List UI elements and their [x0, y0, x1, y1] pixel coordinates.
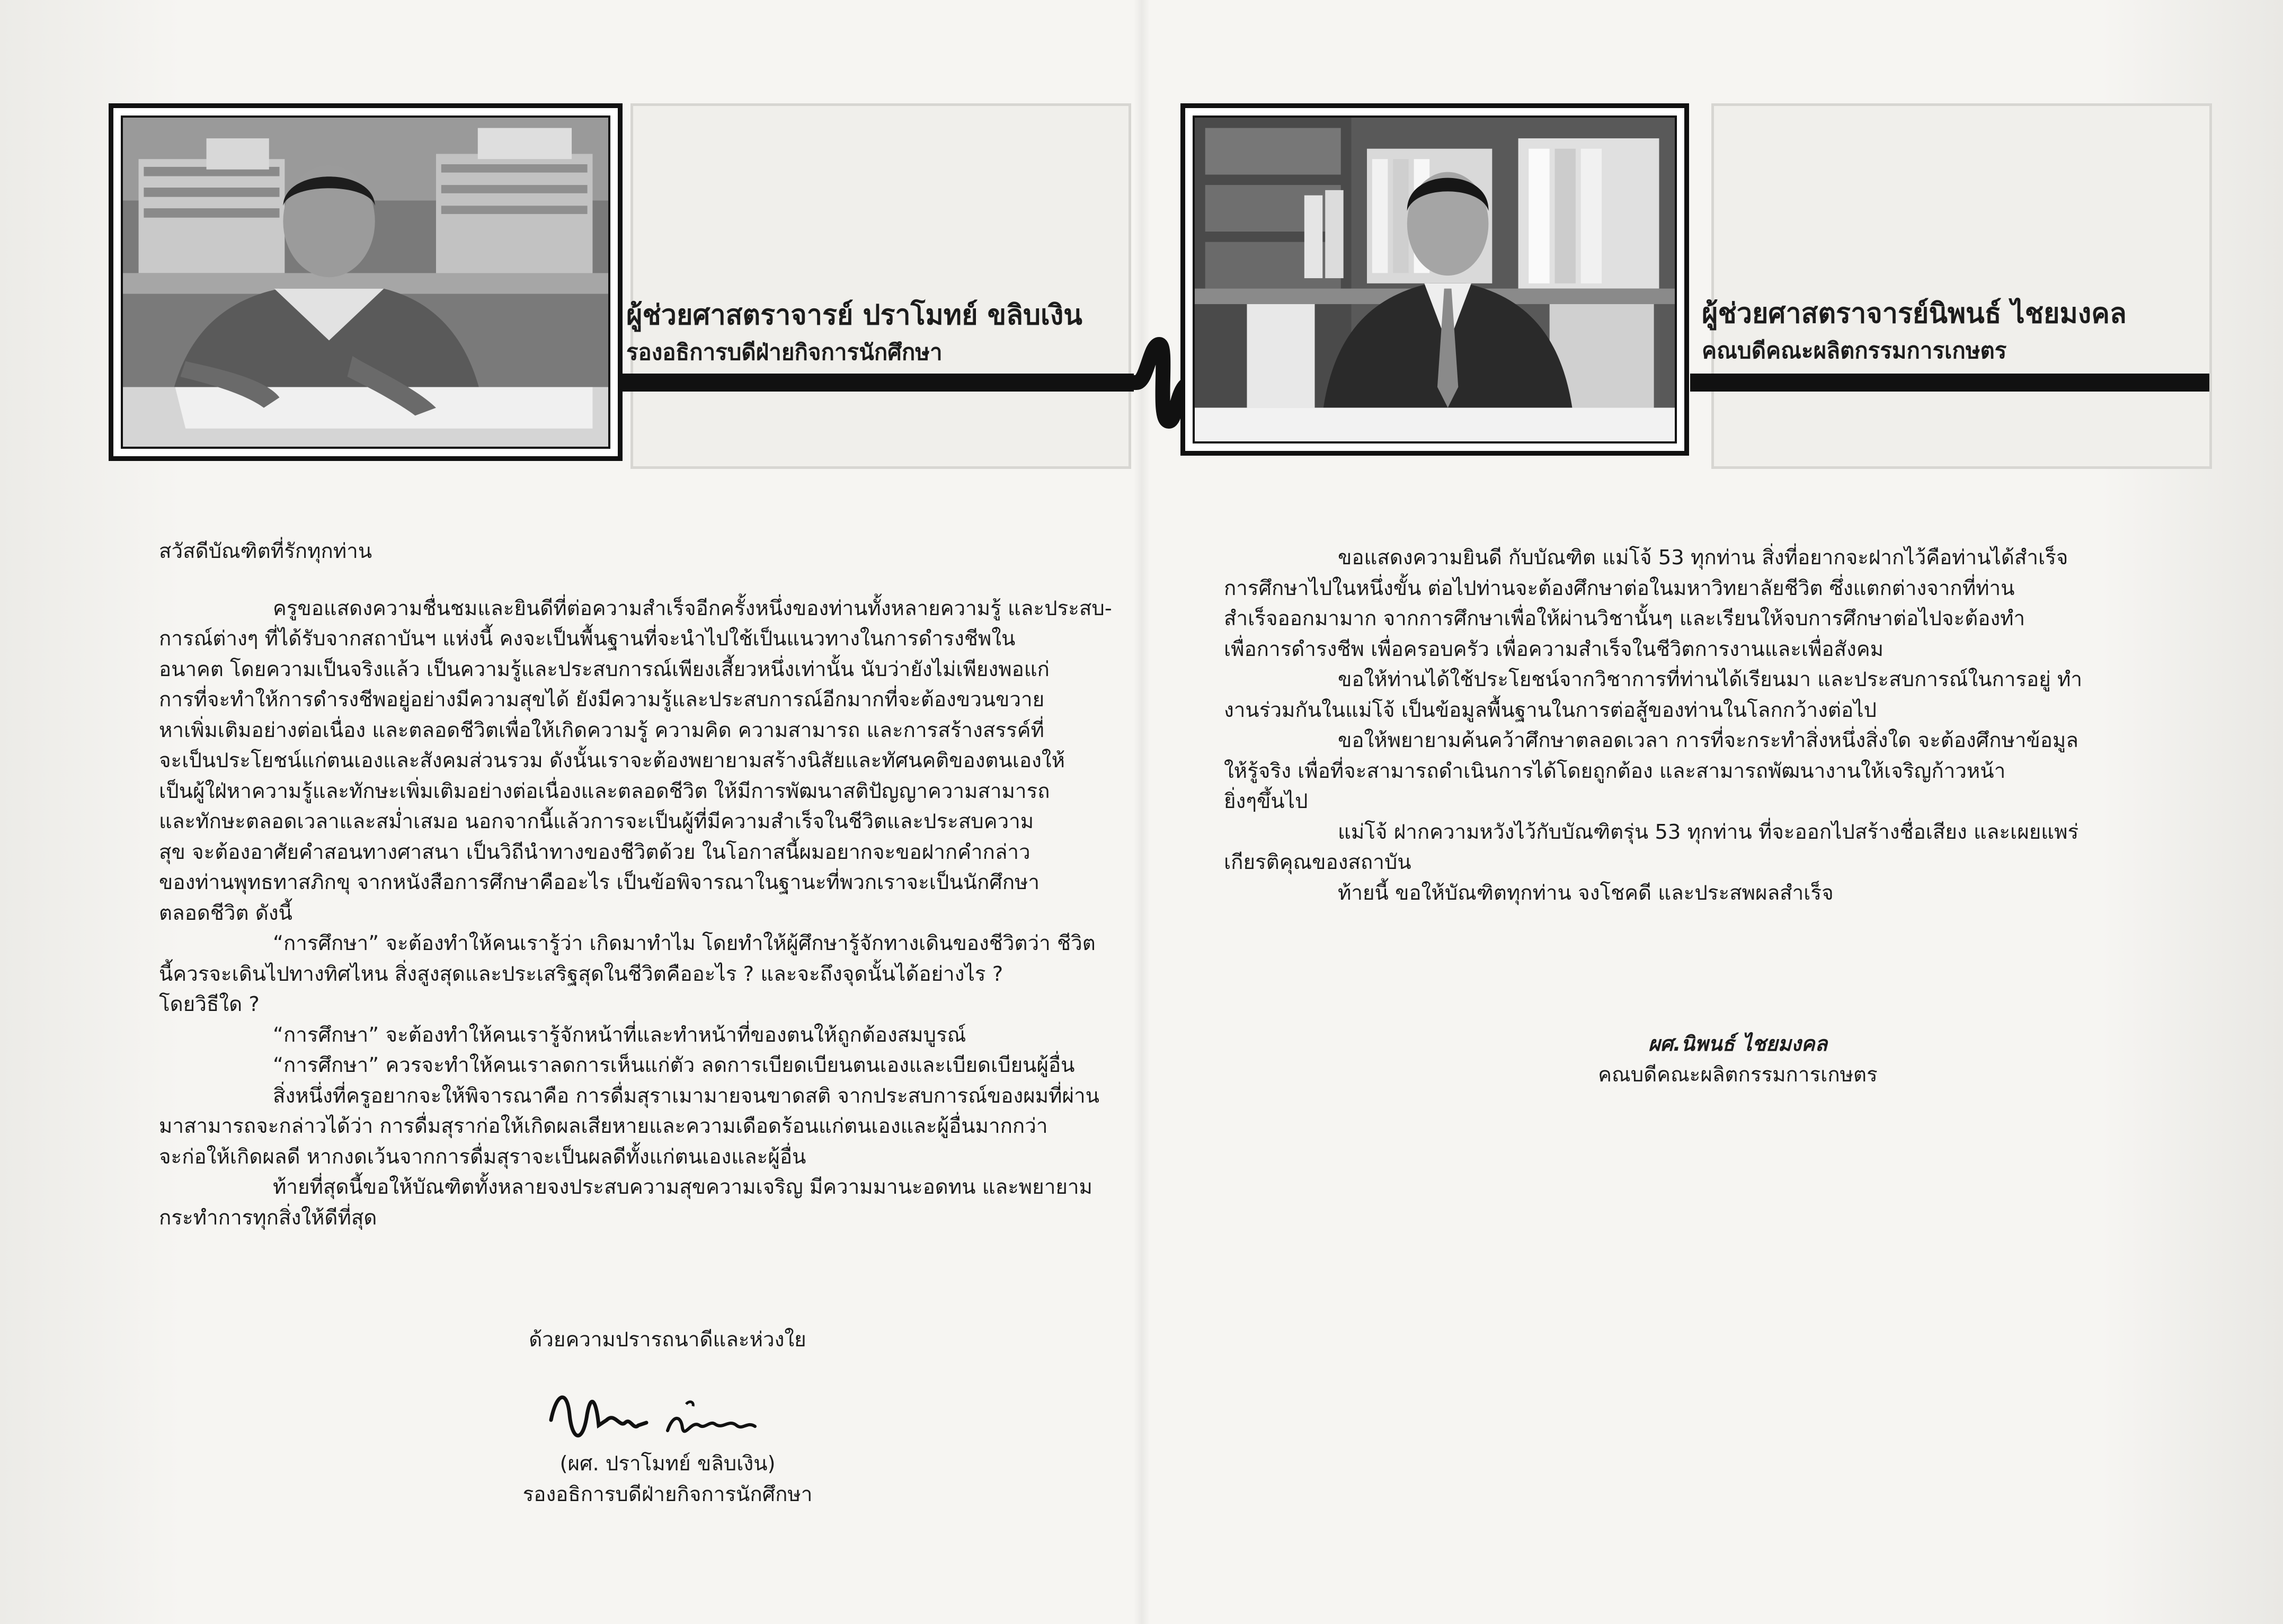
right-signer-title: คณบดีคณะผลิตกรรมการเกษตร	[1598, 1062, 1878, 1087]
letter-line: เพื่อการดำรงชีพ เพื่อครอบครัว เพื่อความสำเร็จในชีวิตการงานและเพื่อสังคม	[1224, 637, 1884, 661]
left-signer-block	[413, 1449, 922, 1510]
left-header-caption	[626, 296, 1082, 370]
ghost-frame-left	[630, 103, 1131, 469]
closing-text: ด้วยความปรารถนาดีและห่วงใย	[529, 1328, 806, 1352]
letter-line: และทักษะตลอดเวลาและสม่ำเสมอ นอกจากนี้แล้วการจะเป็นผู้ที่มีความสำเร็จในชีวิตและประสบความ	[159, 810, 1034, 833]
left-signer-name: (ผศ. ปราโมทย์ ขลิบเงิน)	[559, 1452, 776, 1476]
header-band-right	[1690, 374, 2209, 392]
letter-line: สิ่งหนึ่งที่ครูอยากจะให้พิจารณาคือ การดื่มสุราเมามายจนขาดสติ จากประสบการณ์ของผมที่ผ่าน	[273, 1084, 1099, 1108]
right-signer-block	[1499, 1029, 1976, 1090]
right-header-title: คณบดีคณะผลิตกรรมการเกษตร	[1702, 338, 2007, 363]
letter-line: การศึกษาไปในหนึ่งขั้น ต่อไปท่านจะต้องศึกษาต่อในมหาวิทยาลัยชีวิต ซึ่งแตกต่างจากที่ท่าน	[1224, 576, 2015, 600]
left-header-title: รองอธิการบดีฝ่ายกิจการนักศึกษา	[626, 339, 943, 365]
handwritten-signature	[546, 1383, 800, 1452]
header-band-left	[604, 374, 1134, 392]
letter-line: จะเป็นประโยชน์แก่ตนเองและสังคมส่วนรวม ดังนั้นเราจะต้องพยายามสร้างนิสัยและทัศนคติของตนเองให้	[159, 749, 1065, 773]
letter-line: ของท่านพุทธทาสภิกขุ จากหนังสือการศึกษาคืออะไร เป็นข้อพิจารณาในฐานะที่พวกเราจะเป็นนักศึกษา	[159, 871, 1040, 894]
letter-line: ครูขอแสดงความชื่นชมและยินดีที่ต่อความสำเร็จอีกครั้งหนึ่งของท่านทั้งหลายความรู้ และประสบ-	[273, 596, 1112, 620]
letter-line: “การศึกษา” ควรจะทำให้คนเราลดการเห็นแก่ตัว ลดการเบียดเบียนตนเองและเบียดเบียนผู้อื่น	[273, 1053, 1075, 1077]
letter-line: มาสามารถจะกล่าวได้ว่า การดื่มสุราก่อให้เกิดผลเสียหายและความเดือดร้อนแก่ตนเองและผู้อื่นมากกว่า	[159, 1114, 1048, 1138]
portrait-photo-left	[109, 103, 623, 461]
letter-line: “การศึกษา” จะต้องทำให้คนเรารู้จักหน้าที่และทำหน้าที่ของตนให้ถูกต้องสมบูรณ์	[273, 1023, 966, 1047]
letter-line: “การศึกษา” จะต้องทำให้คนเรารู้ว่า เกิดมาทำไม โดยทำให้ผู้ศึกษารู้จักทางเดินของชีวิตว่า ชีวิต	[273, 931, 1096, 955]
letter-line: ขอให้ท่านได้ใช้ประโยชน์จากวิชาการที่ท่านได้เรียนมา และประสบการณ์ในการอยู่ ทำ	[1338, 668, 2082, 691]
letter-line: จะก่อให้เกิดผลดี หากงดเว้นจากการดื่มสุราจะเป็นผลดีทั้งแก่ตนเองและผู้อื่น	[159, 1144, 806, 1169]
left-signer-title: รองอธิการบดีฝ่ายกิจการนักศึกษา	[522, 1482, 813, 1506]
right-header-name: ผู้ช่วยศาสตราจารย์นิพนธ์ ไชยมงคล	[1702, 298, 2127, 330]
letter-line: เป็นผู้ใฝ่หาความรู้และทักษะเพิ่มเติมอย่างต่อเนื่องและตลอดชีวิต ให้มีการพัฒนาสติปัญญาความสามารถ	[159, 779, 1050, 803]
letter-line: หาเพิ่มเติมอย่างต่อเนื่อง และตลอดชีวิตเพื่อให้เกิดความรู้ ความคิด ความสามารถ และการสร้างสรรค์ที่	[159, 718, 1044, 742]
letter-line: ขอแสดงความยินดี กับบัณฑิต แม่โจ้ 53 ทุกท่าน สิ่งที่อยากจะฝากไว้คือท่านได้สำเร็จ	[1338, 546, 2068, 570]
letter-line: ท้ายนี้ ขอให้บัณฑิตทุกท่าน จงโชคดี และประสพผลสำเร็จ	[1338, 881, 1834, 905]
portrait-photo-right	[1180, 103, 1689, 456]
right-signer-name: ผศ.นิพนธ์ ไชยมงคล	[1648, 1032, 1828, 1056]
letter-line: ตลอดชีวิต ดังนี้	[159, 901, 292, 925]
left-closing-block	[413, 1325, 922, 1355]
left-header-name: ผู้ช่วยศาสตราจารย์ ปราโมทย์ ขลิบเงิน	[626, 299, 1082, 331]
right-letter	[1224, 543, 2204, 908]
right-header-caption	[1702, 294, 2127, 368]
letter-line: โดยวิธีใด ?	[159, 992, 260, 1016]
letter-greeting: สวัสดีบัณฑิตที่รักทุกท่าน	[159, 539, 372, 563]
left-letter	[159, 536, 1139, 1233]
letter-line: การที่จะทำให้การดำรงชีพอยู่อย่างมีความสุขได้ ยังมีความรู้และประสบการณ์อีกมากที่จะต้องขวนขวาย	[159, 688, 1045, 712]
letter-line: งานร่วมกันในแม่โจ้ เป็นข้อมูลพื้นฐานในการต่อสู้ของท่านในโลกกว้างต่อไป	[1224, 698, 1877, 722]
letter-line: แม่โจ้ ฝากความหวังไว้กับบัณฑิตรุ่น 53 ทุกท่าน ที่จะออกไปสร้างชื่อเสียง และเผยแพร่	[1338, 820, 2079, 844]
letter-line: การณ์ต่างๆ ที่ได้รับจากสถาบันฯ แห่งนี้ คงจะเป็นพื้นฐานที่จะนำไปใช้เป็นแนวทางในการดำรงชีพใน	[159, 627, 1016, 651]
ghost-frame-right	[1711, 103, 2212, 469]
letter-line: อนาคต โดยความเป็นจริงแล้ว เป็นความรู้และประสบการณ์เพียงเสี้ยวหนึ่งเท่านั้น นับว่ายังไม่เพียงพอแก่	[159, 657, 1050, 681]
letter-line: กระทำการทุกสิ่งให้ดีที่สุด	[159, 1205, 377, 1230]
letter-line: นี้ควรจะเดินไปทางทิศไหน สิ่งสูงสุดและประเสริฐสุดในชีวิตคืออะไร ? และจะถึงจุดนั้นได้อย่างไร ?	[159, 962, 1003, 986]
letter-line: สำเร็จออกมามาก จากการศึกษาเพื่อให้ผ่านวิชานั้นๆ และเรียนให้จบการศึกษาต่อไปจะต้องทำ	[1224, 607, 2026, 631]
letter-line: สุข จะต้องอาศัยคำสอนทางศาสนา เป็นวิถีนำทางของชีวิตด้วย ในโอกาสนี้ผมอยากจะขอฝากคำกล่าว	[159, 840, 1031, 864]
letter-line: เกียรติคุณของสถาบัน	[1224, 850, 1411, 874]
letter-line: ให้รู้จริง เพื่อที่จะสามารถดำเนินการได้โดยถูกต้อง และสามารถพัฒนางานให้เจริญก้าวหน้า	[1224, 759, 2006, 783]
letter-line: ขอให้พยายามค้นคว้าศึกษาตลอดเวลา การที่จะกระทำสิ่งหนึ่งสิ่งใด จะต้องศึกษาข้อมูล	[1338, 729, 2078, 752]
letter-line: ยิ่งๆขึ้นไป	[1224, 789, 1308, 813]
letter-line: ท้ายที่สุดนี้ขอให้บัณฑิตทั้งหลายจงประสบความสุขความเจริญ มีความมานะอดทน และพยายาม	[273, 1175, 1092, 1199]
